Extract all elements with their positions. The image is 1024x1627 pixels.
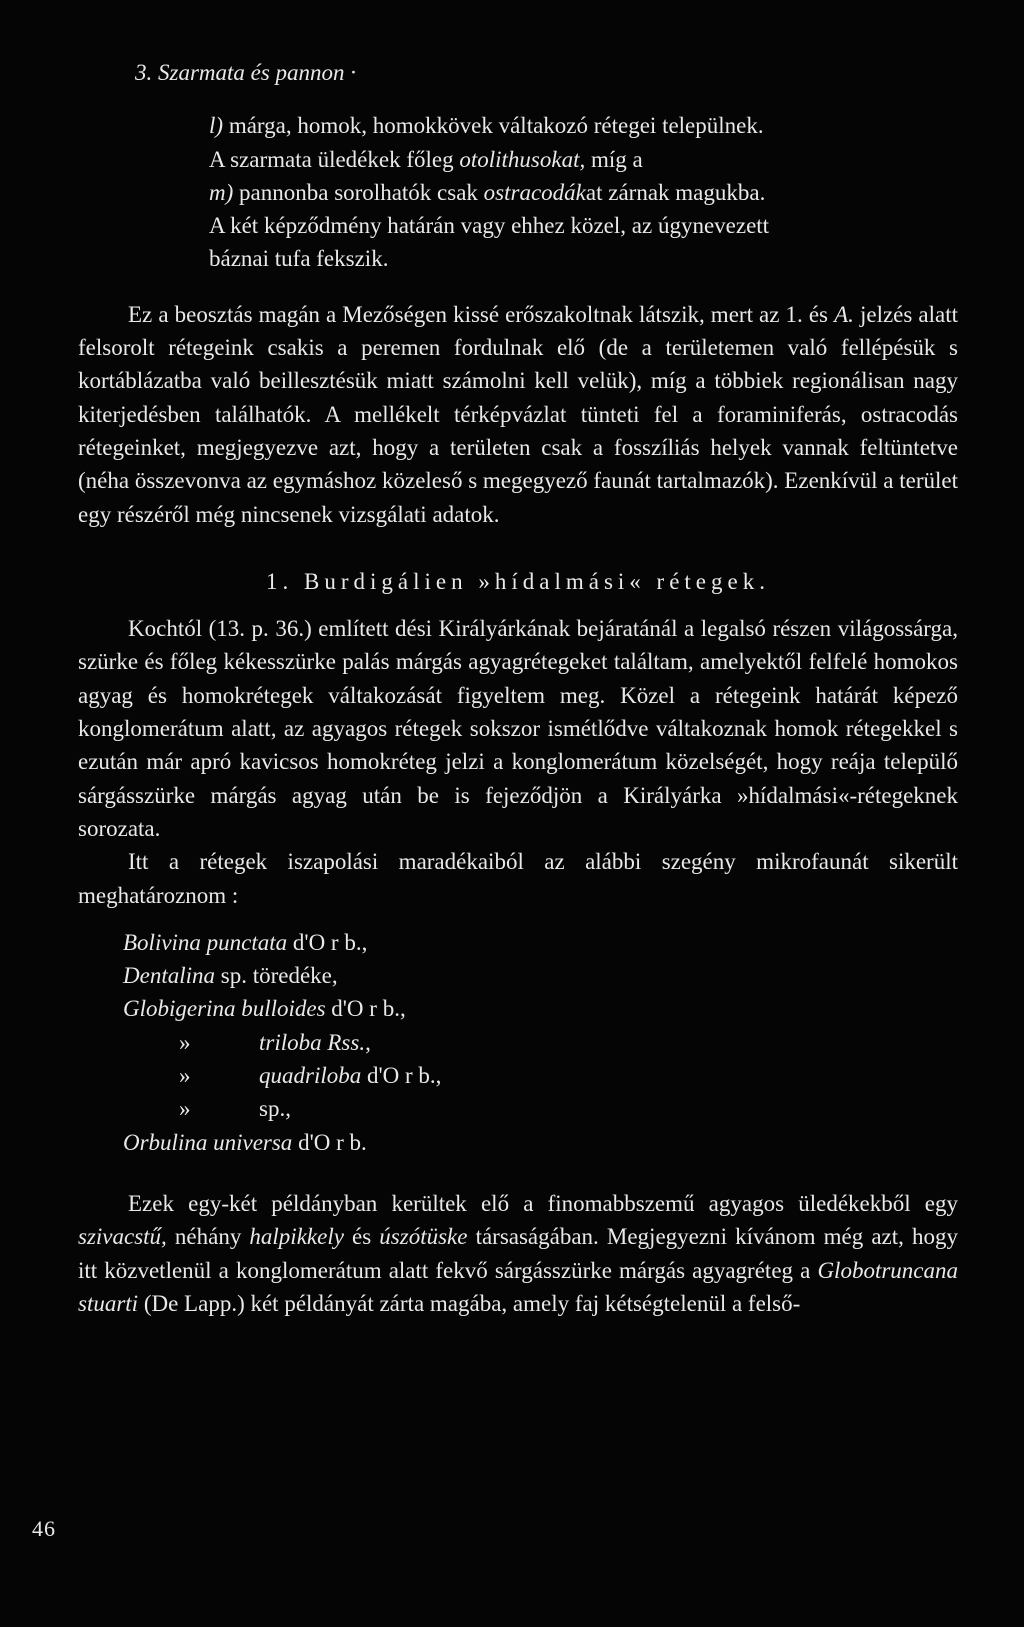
species-item: Orbulina universa d'O r b.	[123, 1129, 367, 1155]
species-item: Bolivina punctata d'O r b.,	[123, 929, 368, 955]
list-line-4: A két képződmény határán vagy ehhez közel, az úgynevezett	[209, 213, 770, 239]
species-list	[78, 926, 958, 1159]
paragraph-2: Kochtól (13. p. 36.) említett dési Királyárkának bejáratánál a legalsó részen világossárga, szürke és főleg kékesszürke palás márgás agyagrétegeket találtam, amelyektől felfelé homokos agyag és homokrétegek váltakozását figyeltem meg. Közel a rétegeink határát képező konglomerátum alatt, az agyagos rétegek sokszor ismétlődve váltakoznak homok rétegekkel s ezután már apró kavicsos homokréteg jelzi a konglomerátum közelségét, hogy reája települő sárgásszürke márgás agyag után be is fejeződjön a Királyárka »hídalmási«-rétegeknek sorozata.	[78, 616, 958, 841]
species-item: Dentalina sp. töredéke,	[123, 963, 338, 989]
species-item: » sp.,	[179, 1096, 291, 1122]
paragraph-1: Ez a beosztás magán a Mezőségen kissé erőszakoltnak látszik, mert az 1. és A. jelzés alatt felsorolt rétegeink csakis a peremen fordulnak elő (de a területemen való fellépésük s kortáblázatba való beillesztésük miatt számolni kell velük), míg a többiek regionálisan nagy kiterjedésben találhatók. A mellékelt térképvázlat tünteti fel a foraminiferás, ostracodás rétegeinket, megjegyezve azt, hogy a területen csak a fosszíliás helyek vannak feltüntetve (néha összevonva az egymáshoz közeleső s megegyező faunát tartalmazók). Ezenkívül a terület egy részéről még nincsenek vizsgálati adatok.	[78, 301, 959, 527]
page-body	[78, 56, 958, 1320]
chapter-heading: 3. Szarmata és pannon ·	[135, 60, 357, 85]
species-item: » quadriloba d'O r b.,	[179, 1063, 442, 1089]
page-number: 46	[32, 1516, 56, 1541]
species-item: Globigerina bulloides d'O r b.,	[123, 996, 406, 1022]
section-title: 1. Burdigálien »hídalmási« rétegek.	[266, 568, 770, 594]
list-item-m: m) pannonba sorolhatók csak ostracodákat zárnak magukba.	[209, 179, 766, 205]
list-line-2: A szarmata üledékek főleg otolithusokat, míg a	[209, 146, 643, 172]
paragraph-4: Ezek egy-két példányban kerültek elő a finomabbszemű agyagos üledékekből egy szivacstű, néhány halpikkely és úszótüske társaságában. Megjegyezni kívánom még azt, hogy itt közvetlenül a konglomerátum alatt fekvő sárgásszürke márgás agyagréteg a Globotruncana stuarti (De Lapp.) két példányát zárta magába, amely faj kétségtelenül a felső-	[78, 1190, 958, 1316]
list-item-l: l) márga, homok, homokkövek váltakozó rétegei települnek.	[209, 113, 764, 139]
list-line-5: báznai tufa fekszik.	[209, 246, 389, 272]
paragraph-3: Itt a rétegek iszapolási maradékaiból az alábbi szegény mikrofaunát sikerült meghatároznom :	[78, 849, 958, 908]
layer-list	[78, 109, 958, 275]
species-item: » triloba Rss.,	[179, 1029, 371, 1055]
